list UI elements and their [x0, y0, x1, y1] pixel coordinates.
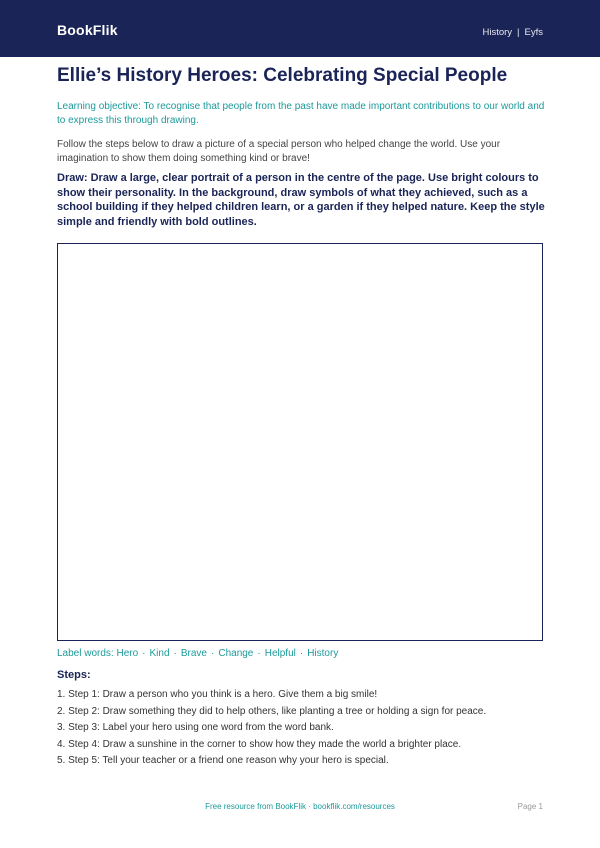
page-number: Page 1	[517, 802, 543, 811]
label-words-prefix: Label words:	[57, 648, 114, 659]
label-word: Brave	[180, 648, 207, 659]
word-separator: ·	[211, 648, 215, 659]
footer-resource-link[interactable]: Free resource from BookFlik · bookflik.com/resources	[205, 802, 395, 811]
steps-heading: Steps:	[57, 669, 91, 681]
learning-objective: Learning objective: To recognise that people from the past have made important contributions to our world and to express this through drawing.	[57, 101, 545, 126]
word-separator: ·	[173, 648, 177, 659]
list-item: 5. Step 5: Tell your teacher or a friend one reason why your hero is special.	[57, 755, 389, 766]
label-word: Hero	[116, 648, 139, 659]
list-item: 4. Step 4: Draw a sunshine in the corner to show how they made the world a brighter place.	[57, 738, 462, 750]
level-label: Eyfs	[524, 27, 543, 38]
page-header	[0, 0, 600, 57]
label-word: Helpful	[264, 648, 296, 659]
draw-instruction: Draw: Draw a large, clear portrait of a person in the centre of the page. Use bright colours to show their personality. In the background, draw symbols of what they achieved, such as a school building if they helped children learn, or a garden if they helped nature. Keep the style simple and friendly with bold outlines.	[57, 172, 545, 228]
steps-list	[57, 688, 557, 771]
brand-logo[interactable]: BookFlik	[57, 22, 118, 38]
meta-separator: |	[517, 27, 520, 38]
subject-label: History	[482, 27, 513, 38]
list-item: 1. Step 1: Draw a person who you think is a hero. Give them a big smile!	[57, 689, 378, 700]
word-separator: ·	[142, 648, 146, 659]
word-separator: ·	[299, 648, 304, 659]
label-word: History	[307, 648, 339, 659]
intro-text: Follow the steps below to draw a picture of a special person who helped change the world. Use your imagination to show them doing something kind or brave!	[57, 139, 501, 164]
header-meta	[482, 27, 543, 38]
label-words	[57, 648, 338, 659]
label-word: Change	[218, 648, 254, 659]
page-title: Ellie’s History Heroes: Celebrating Special People	[57, 65, 508, 86]
word-separator: ·	[257, 648, 261, 659]
drawing-area[interactable]	[57, 243, 543, 641]
label-word: Kind	[149, 648, 170, 659]
list-item: 2. Step 2: Draw something they did to help others, like planting a tree or holding a sign for peace.	[57, 705, 487, 717]
list-item: 3. Step 3: Label your hero using one word from the word bank.	[57, 722, 334, 733]
